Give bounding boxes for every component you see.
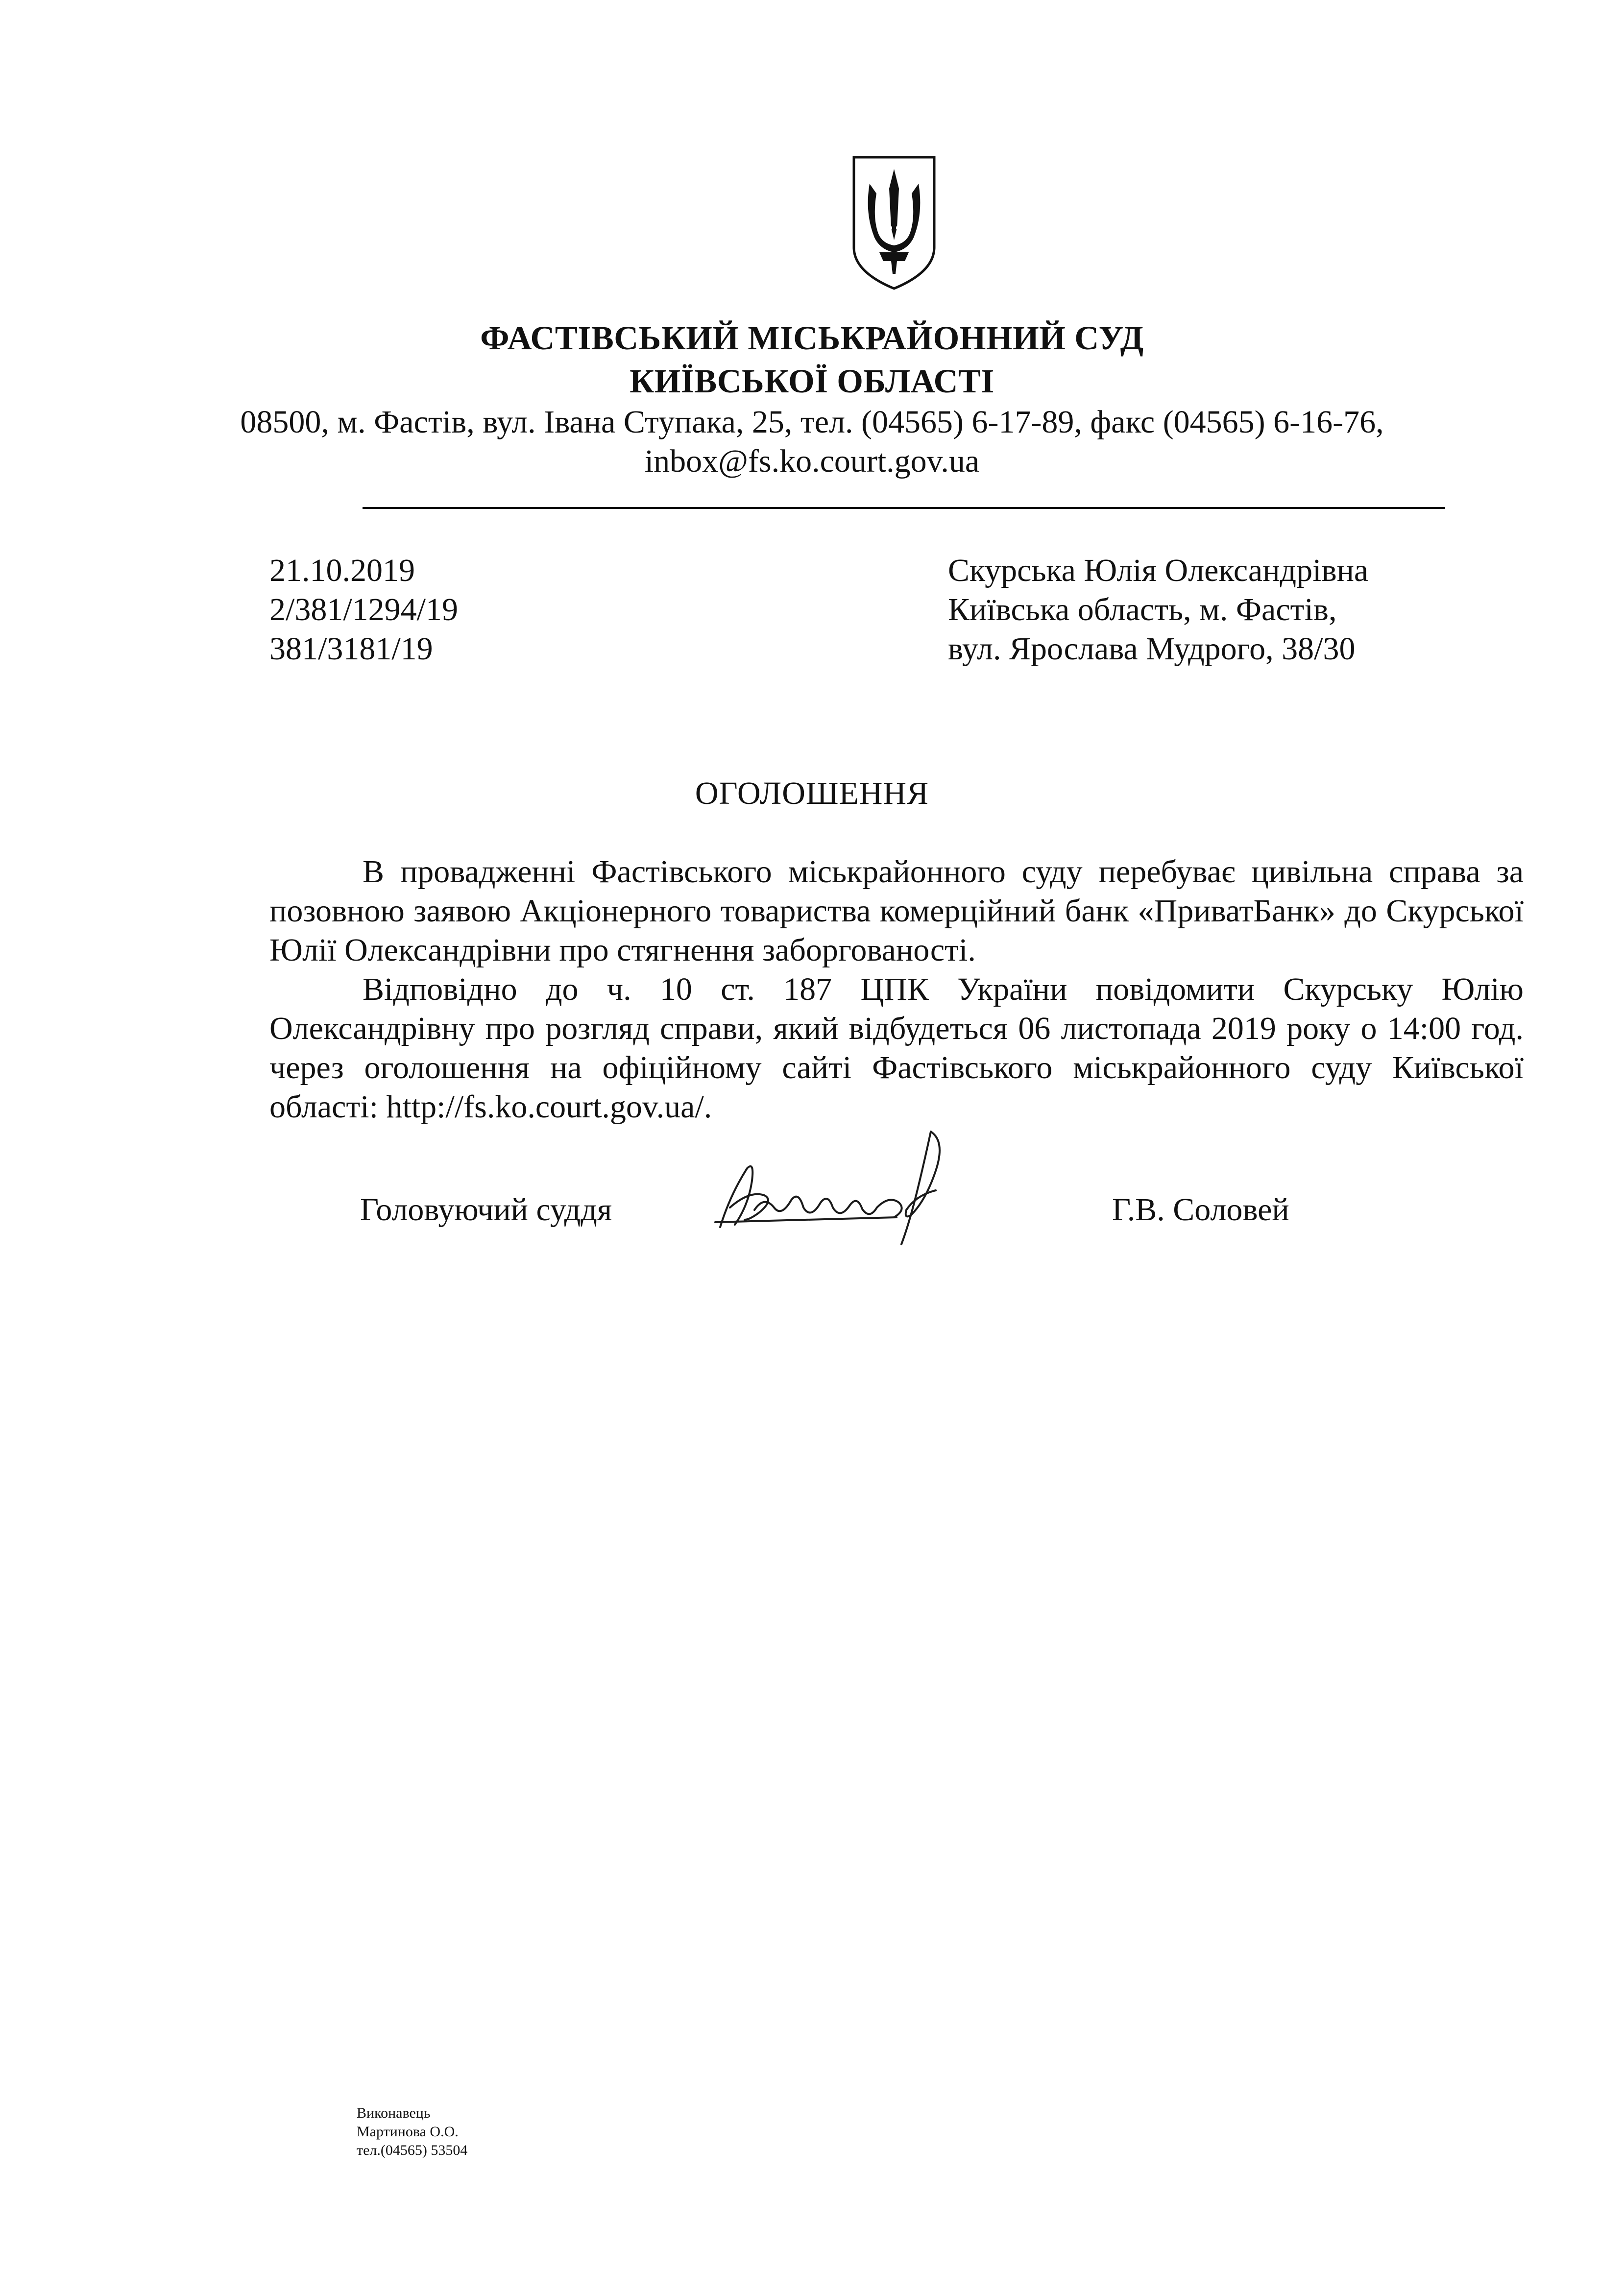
body-paragraph-1: В провадженні Фастівського міськрайонного суду перебуває цивільна справа за позовною заявою Акціонерного товариства комерційний банк «ПриватБанк» до Скурської Юлії Олександрівни про стягнення заборгованості. xyxy=(269,854,1524,968)
document-date: 21.10.2019 xyxy=(269,553,415,588)
recipient-address-line2: вул. Ярослава Мудрого, 38/30 xyxy=(948,631,1356,667)
handwritten-signature xyxy=(701,1122,985,1249)
header-divider xyxy=(363,507,1445,509)
coat-of-arms-trident-icon xyxy=(850,154,938,291)
judge-name: Г.В. Соловей xyxy=(1112,1192,1289,1228)
registration-number: 381/3181/19 xyxy=(269,631,433,667)
executor-name: Мартинова О.О. xyxy=(357,2124,459,2140)
court-name-line1: ФАСТІВСЬКИЙ МІСЬКРАЙОННИЙ СУД xyxy=(480,319,1144,357)
court-email: inbox@fs.ko.court.gov.ua xyxy=(644,443,980,479)
executor-label: Виконавець xyxy=(357,2105,431,2121)
case-number: 2/381/1294/19 xyxy=(269,592,459,628)
court-name-line2: КИЇВСЬКОЇ ОБЛАСТІ xyxy=(630,362,994,400)
recipient-name: Скурська Юлія Олександрівна xyxy=(948,553,1369,588)
recipient-address-line1: Київська область, м. Фастів, xyxy=(948,592,1337,628)
signatory-role: Головуючий суддя xyxy=(360,1192,612,1228)
document-title: ОГОЛОШЕННЯ xyxy=(695,775,929,811)
body-paragraph-2: Відповідно до ч. 10 ст. 187 ЦПК України повідомити Скурську Юлію Олександрівну про розгляд справи, який відбудеться 06 листопада 2019 року о 14:00 год. через оголошення на офіційному сайті Фастівського міськрайонного суду Київської області: http://fs.ko.court.gov.ua/. xyxy=(269,971,1524,1125)
executor-phone: тел.(04565) 53504 xyxy=(357,2142,468,2158)
court-address: 08500, м. Фастів, вул. Івана Ступака, 25, тел. (04565) 6-17-89, факс (04565) 6-16-76, xyxy=(240,404,1384,440)
